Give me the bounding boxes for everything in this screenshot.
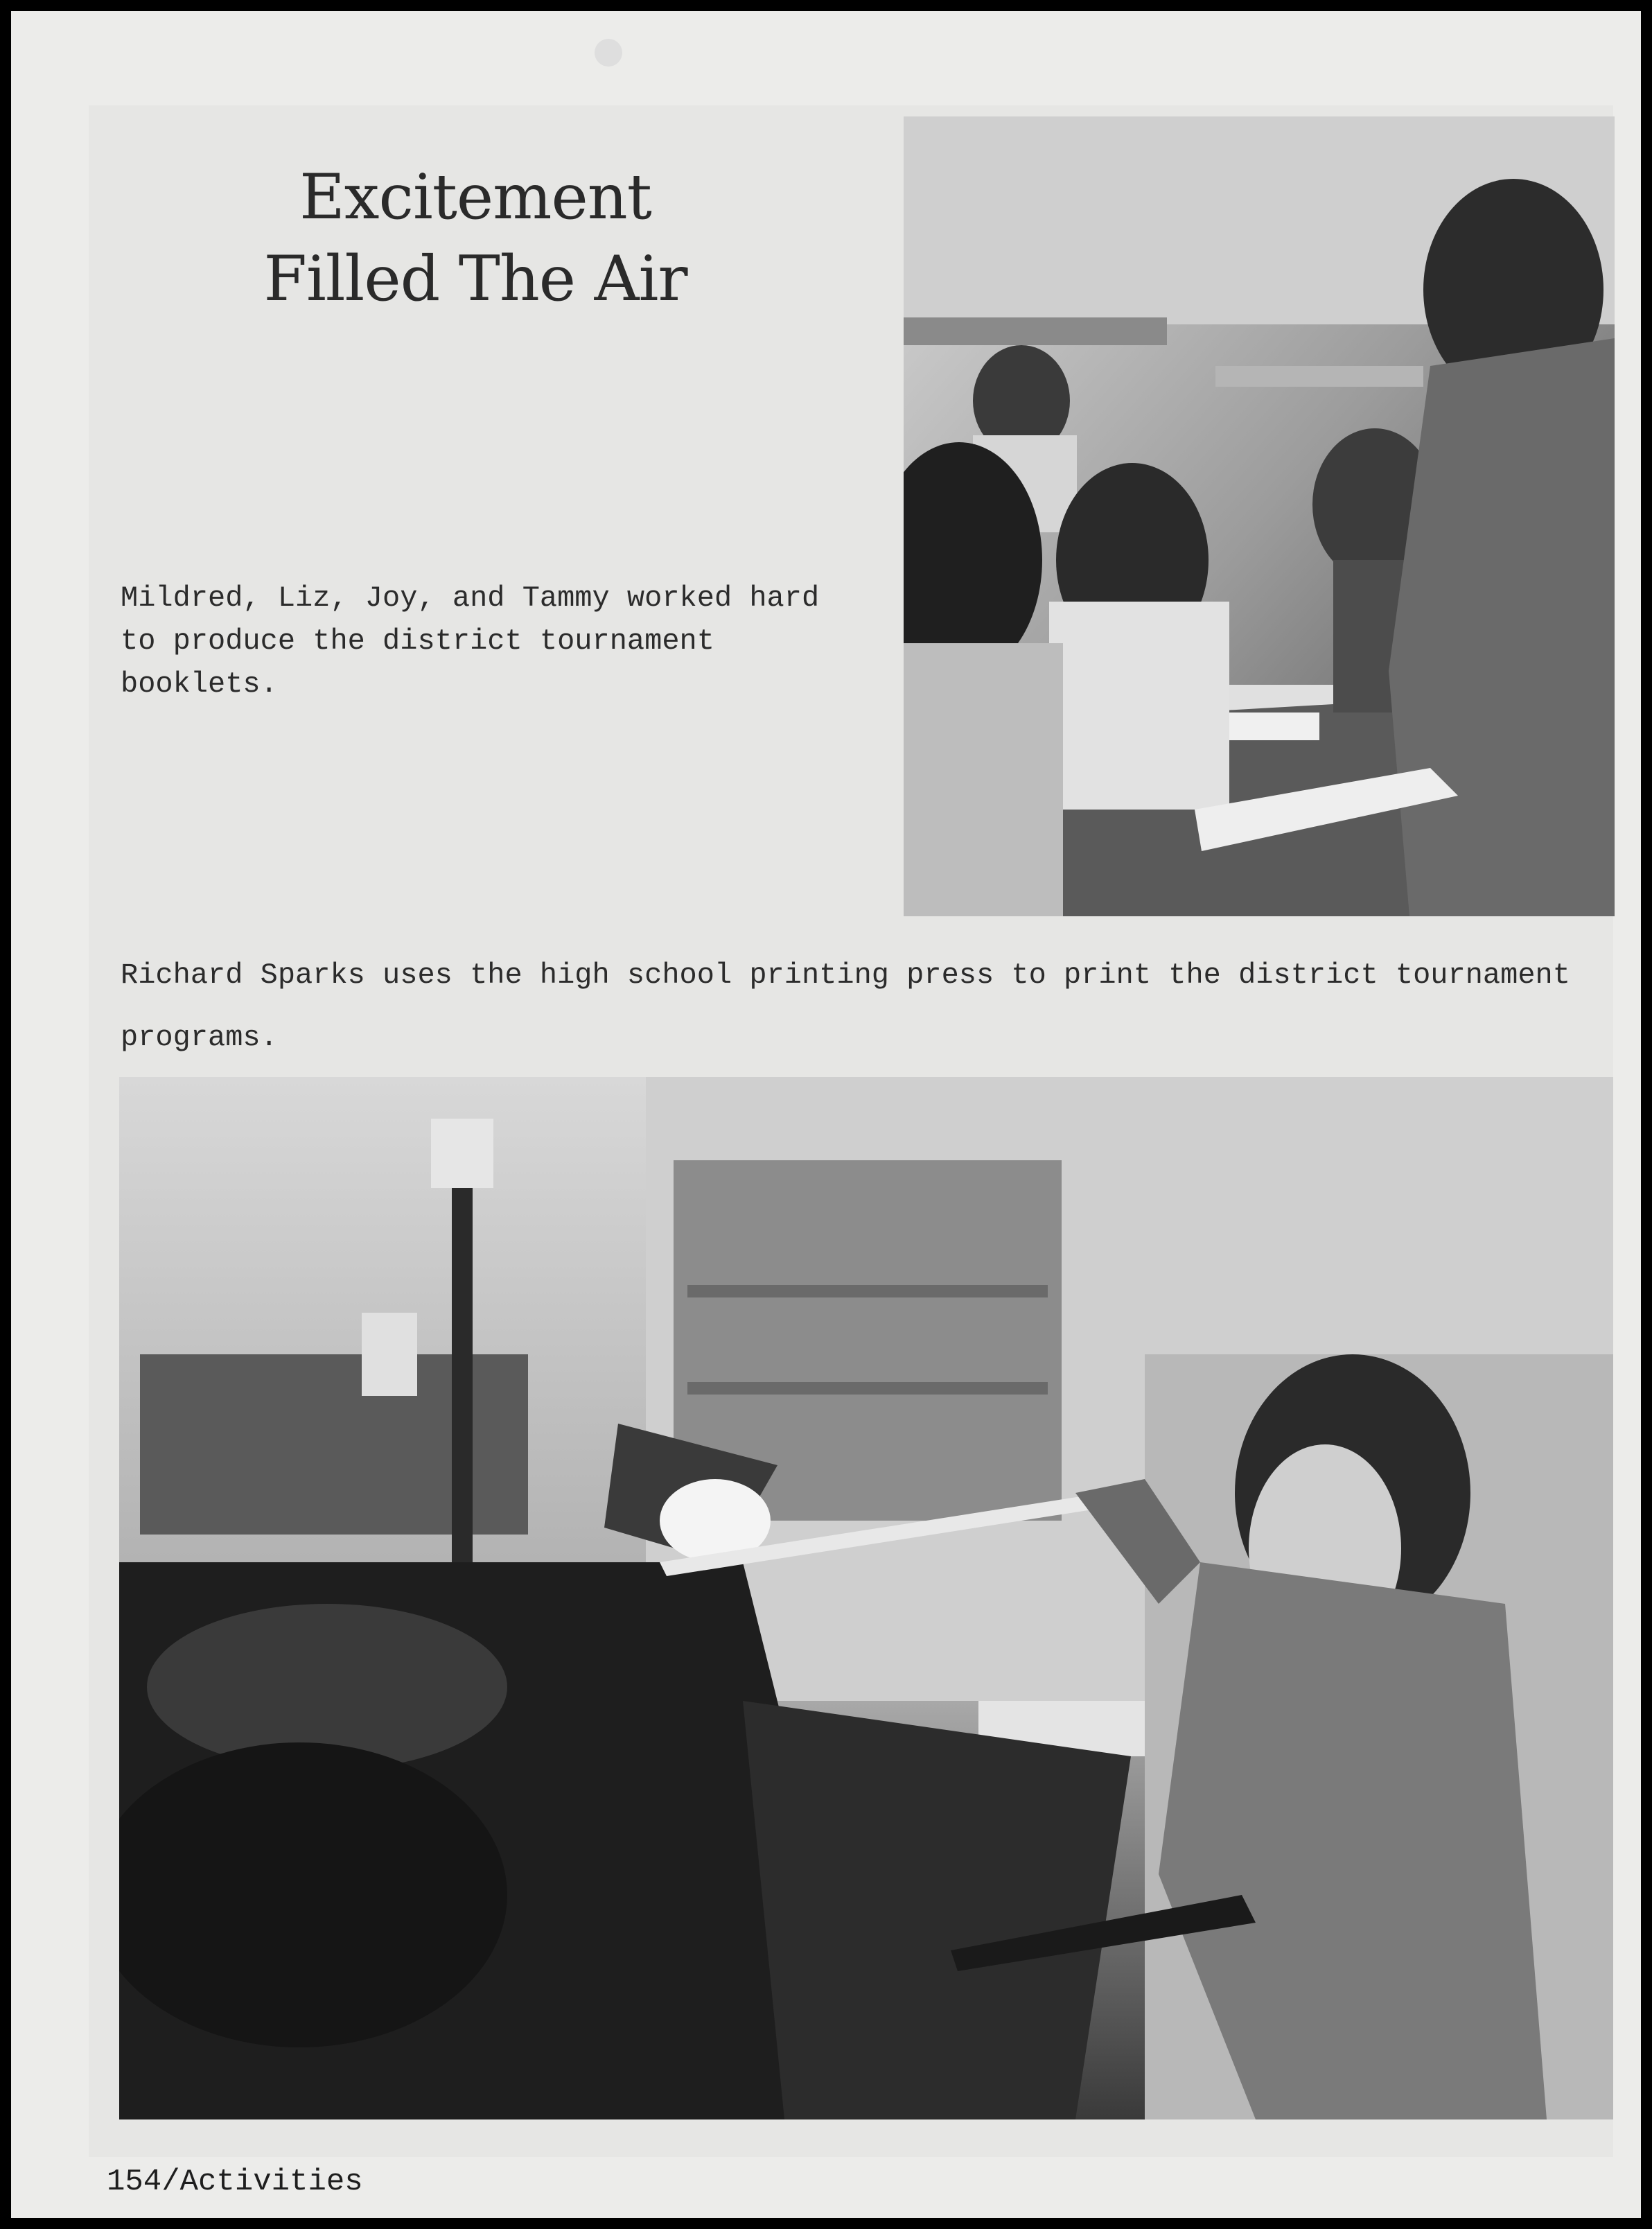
photo-printing-press-image <box>119 1077 1613 2119</box>
photo-printing-press <box>119 1077 1613 2119</box>
photo-students-booklets <box>904 116 1615 916</box>
title-line-2: Filled The Air <box>263 243 687 315</box>
yearbook-page <box>11 11 1641 2218</box>
title-line-1: Excitement <box>299 161 651 234</box>
corner-mark <box>595 39 622 67</box>
page-folio: 154/Activities <box>107 2165 363 2199</box>
page-title <box>177 157 773 320</box>
caption-booklets: Mildred, Liz, Joy, and Tammy worked hard to produce the district tournament booklets. <box>121 582 820 701</box>
photo-students-booklets-image <box>904 116 1615 916</box>
caption-printing-press: Richard Sparks uses the high school printing press to print the district tournament programs. <box>121 959 1570 1054</box>
